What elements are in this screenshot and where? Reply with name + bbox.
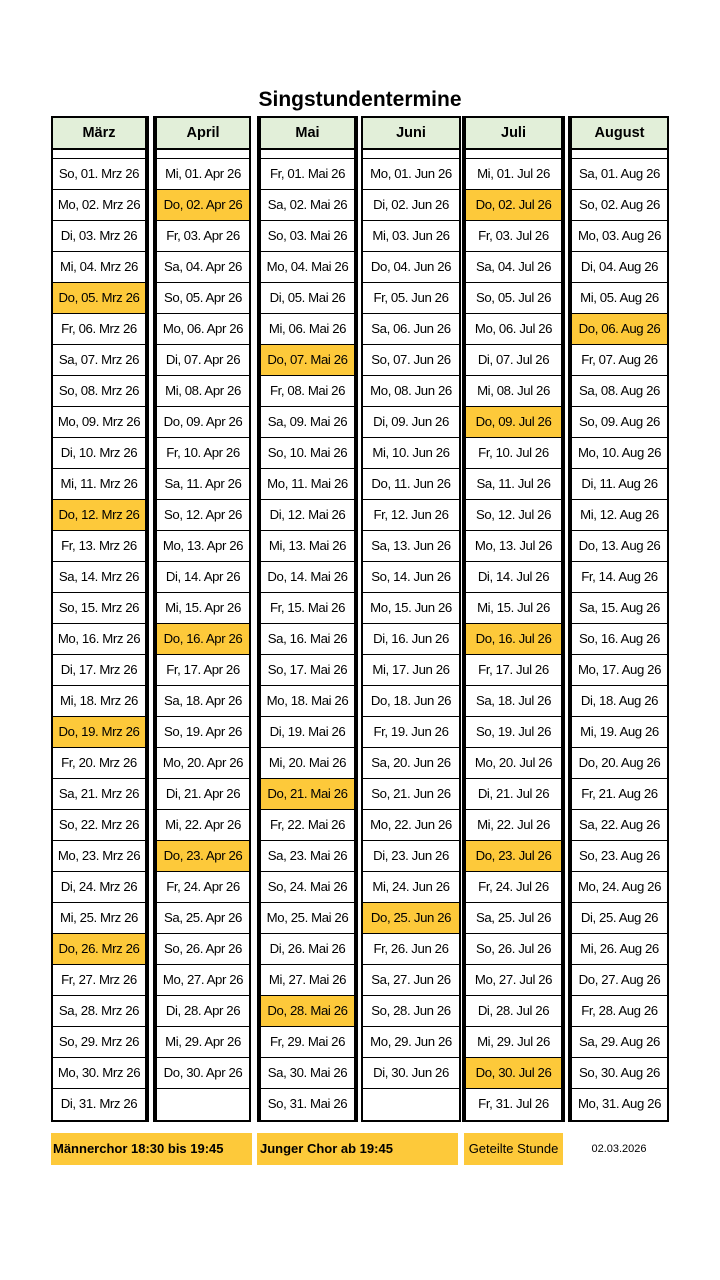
header-spacer bbox=[466, 150, 561, 159]
day-cell: Sa, 22. Aug 26 bbox=[572, 810, 667, 841]
day-cell: Di, 14. Apr 26 bbox=[157, 562, 249, 593]
month-header: Juni bbox=[363, 118, 459, 150]
day-cell: So, 26. Jul 26 bbox=[466, 934, 561, 965]
day-cell: Fr, 12. Jun 26 bbox=[363, 500, 459, 531]
day-cell: Mi, 10. Jun 26 bbox=[363, 438, 459, 469]
day-cell: Mi, 29. Apr 26 bbox=[157, 1027, 249, 1058]
month-column-mai bbox=[257, 116, 358, 1122]
day-cell: Sa, 13. Jun 26 bbox=[363, 531, 459, 562]
month-header: März bbox=[53, 118, 145, 150]
day-cell bbox=[363, 1089, 459, 1120]
day-cell: Fr, 26. Jun 26 bbox=[363, 934, 459, 965]
day-cell: Di, 26. Mai 26 bbox=[261, 934, 354, 965]
day-cell: Fr, 15. Mai 26 bbox=[261, 593, 354, 624]
day-cell: Mi, 04. Mrz 26 bbox=[53, 252, 145, 283]
legend-geteilte-stunde: Geteilte Stunde bbox=[464, 1133, 563, 1165]
day-cell: Fr, 03. Jul 26 bbox=[466, 221, 561, 252]
day-cell: Sa, 23. Mai 26 bbox=[261, 841, 354, 872]
day-cell: Fr, 10. Jul 26 bbox=[466, 438, 561, 469]
day-cell: Mo, 25. Mai 26 bbox=[261, 903, 354, 934]
day-cell: Di, 03. Mrz 26 bbox=[53, 221, 145, 252]
day-cell: Mo, 13. Apr 26 bbox=[157, 531, 249, 562]
month-header: April bbox=[157, 118, 249, 150]
day-cell: Do, 14. Mai 26 bbox=[261, 562, 354, 593]
legend-maennerchor: Männerchor 18:30 bis 19:45 bbox=[51, 1133, 252, 1165]
day-cell: Mi, 15. Jul 26 bbox=[466, 593, 561, 624]
day-cell: Sa, 08. Aug 26 bbox=[572, 376, 667, 407]
day-cell: Sa, 25. Jul 26 bbox=[466, 903, 561, 934]
day-cell: Fr, 21. Aug 26 bbox=[572, 779, 667, 810]
day-cell: Mi, 19. Aug 26 bbox=[572, 717, 667, 748]
day-cell: Mo, 18. Mai 26 bbox=[261, 686, 354, 717]
day-cell: Mo, 30. Mrz 26 bbox=[53, 1058, 145, 1089]
day-cell: Di, 30. Jun 26 bbox=[363, 1058, 459, 1089]
day-list bbox=[363, 159, 459, 1120]
day-cell: Di, 10. Mrz 26 bbox=[53, 438, 145, 469]
day-cell: Fr, 07. Aug 26 bbox=[572, 345, 667, 376]
day-cell: Di, 14. Jul 26 bbox=[466, 562, 561, 593]
day-cell: Fr, 03. Apr 26 bbox=[157, 221, 249, 252]
day-cell: Do, 11. Jun 26 bbox=[363, 469, 459, 500]
day-cell: Fr, 10. Apr 26 bbox=[157, 438, 249, 469]
day-cell: So, 12. Apr 26 bbox=[157, 500, 249, 531]
day-cell: Fr, 17. Jul 26 bbox=[466, 655, 561, 686]
day-cell: Mo, 29. Jun 26 bbox=[363, 1027, 459, 1058]
day-cell: So, 30. Aug 26 bbox=[572, 1058, 667, 1089]
day-list bbox=[261, 159, 354, 1120]
day-cell: Fr, 05. Jun 26 bbox=[363, 283, 459, 314]
day-cell: Mo, 27. Apr 26 bbox=[157, 965, 249, 996]
day-cell: Mo, 15. Jun 26 bbox=[363, 593, 459, 624]
day-cell: Di, 28. Jul 26 bbox=[466, 996, 561, 1027]
day-cell: Di, 17. Mrz 26 bbox=[53, 655, 145, 686]
day-cell: So, 31. Mai 26 bbox=[267, 1096, 348, 1111]
day-cell: Sa, 06. Jun 26 bbox=[363, 314, 459, 345]
day-cell: So, 21. Jun 26 bbox=[363, 779, 459, 810]
day-cell: Mi, 12. Aug 26 bbox=[572, 500, 667, 531]
day-cell: Mi, 24. Jun 26 bbox=[363, 872, 459, 903]
header-spacer bbox=[261, 150, 354, 159]
day-cell: Mi, 15. Apr 26 bbox=[157, 593, 249, 624]
day-cell: Sa, 18. Jul 26 bbox=[466, 686, 561, 717]
day-cell: Mo, 11. Mai 26 bbox=[261, 469, 354, 500]
day-cell: Sa, 28. Mrz 26 bbox=[53, 996, 145, 1027]
day-cell: So, 02. Aug 26 bbox=[572, 190, 667, 221]
day-cell: Do, 30. Jul 26 bbox=[466, 1058, 561, 1089]
day-list bbox=[157, 159, 249, 1120]
day-cell: Di, 23. Jun 26 bbox=[363, 841, 459, 872]
day-cell: Fr, 17. Apr 26 bbox=[157, 655, 249, 686]
day-cell: Sa, 21. Mrz 26 bbox=[53, 779, 145, 810]
day-cell: Sa, 27. Jun 26 bbox=[363, 965, 459, 996]
day-list bbox=[466, 159, 561, 1120]
day-cell: Fr, 29. Mai 26 bbox=[261, 1027, 354, 1058]
day-cell: Fr, 24. Apr 26 bbox=[157, 872, 249, 903]
day-cell: Do, 28. Mai 26 bbox=[261, 996, 354, 1027]
day-cell: Mo, 20. Jul 26 bbox=[466, 748, 561, 779]
day-cell: Sa, 29. Aug 26 bbox=[572, 1027, 667, 1058]
day-cell: So, 28. Jun 26 bbox=[363, 996, 459, 1027]
day-cell: Mi, 18. Mrz 26 bbox=[53, 686, 145, 717]
day-cell: So, 05. Jul 26 bbox=[466, 283, 561, 314]
day-cell: Do, 05. Mrz 26 bbox=[53, 283, 145, 314]
day-cell: Di, 05. Mai 26 bbox=[261, 283, 354, 314]
day-cell: Fr, 08. Mai 26 bbox=[261, 376, 354, 407]
day-cell: Mo, 20. Apr 26 bbox=[157, 748, 249, 779]
day-cell: Mo, 04. Mai 26 bbox=[261, 252, 354, 283]
day-cell: So, 07. Jun 26 bbox=[363, 345, 459, 376]
day-cell: Mo, 17. Aug 26 bbox=[572, 655, 667, 686]
day-cell: So, 19. Apr 26 bbox=[157, 717, 249, 748]
day-cell: Di, 11. Aug 26 bbox=[572, 469, 667, 500]
day-cell: Fr, 28. Aug 26 bbox=[572, 996, 667, 1027]
day-cell: So, 26. Apr 26 bbox=[157, 934, 249, 965]
day-list bbox=[572, 159, 667, 1120]
day-cell: Sa, 20. Jun 26 bbox=[363, 748, 459, 779]
day-cell: Fr, 13. Mrz 26 bbox=[53, 531, 145, 562]
day-cell: So, 01. Mrz 26 bbox=[53, 159, 145, 190]
day-cell: Sa, 15. Aug 26 bbox=[572, 593, 667, 624]
month-column-april bbox=[153, 116, 251, 1122]
day-cell: Do, 09. Apr 26 bbox=[157, 407, 249, 438]
month-column-juni bbox=[361, 116, 461, 1122]
day-cell: Mo, 01. Jun 26 bbox=[363, 159, 459, 190]
day-cell: Sa, 25. Apr 26 bbox=[157, 903, 249, 934]
day-cell: Do, 16. Apr 26 bbox=[157, 624, 249, 655]
day-cell: Di, 07. Jul 26 bbox=[466, 345, 561, 376]
day-cell: Do, 16. Jul 26 bbox=[466, 624, 561, 655]
month-column-august bbox=[568, 116, 669, 1122]
day-cell: So, 08. Mrz 26 bbox=[53, 376, 145, 407]
day-cell: Sa, 04. Jul 26 bbox=[466, 252, 561, 283]
day-cell: Fr, 01. Mai 26 bbox=[261, 159, 354, 190]
month-header: Mai bbox=[261, 118, 354, 150]
day-cell: Di, 02. Jun 26 bbox=[363, 190, 459, 221]
day-cell: Do, 04. Jun 26 bbox=[363, 252, 459, 283]
day-cell: Mi, 29. Jul 26 bbox=[466, 1027, 561, 1058]
day-cell: Fr, 20. Mrz 26 bbox=[53, 748, 145, 779]
day-cell: Di, 12. Mai 26 bbox=[261, 500, 354, 531]
day-cell: Do, 30. Apr 26 bbox=[157, 1058, 249, 1089]
day-cell: Do, 18. Jun 26 bbox=[363, 686, 459, 717]
day-cell: Di, 07. Apr 26 bbox=[157, 345, 249, 376]
day-cell: So, 12. Jul 26 bbox=[466, 500, 561, 531]
day-cell: Mi, 06. Mai 26 bbox=[261, 314, 354, 345]
day-cell: Fr, 22. Mai 26 bbox=[261, 810, 354, 841]
day-cell: Fr, 24. Jul 26 bbox=[466, 872, 561, 903]
header-spacer bbox=[572, 150, 667, 159]
day-cell: Sa, 30. Mai 26 bbox=[261, 1058, 354, 1089]
day-cell: Sa, 11. Apr 26 bbox=[157, 469, 249, 500]
day-cell: Di, 21. Apr 26 bbox=[157, 779, 249, 810]
day-cell: So, 22. Mrz 26 bbox=[53, 810, 145, 841]
day-cell: Do, 26. Mrz 26 bbox=[53, 934, 145, 965]
day-cell: Sa, 07. Mrz 26 bbox=[53, 345, 145, 376]
month-header: August bbox=[572, 118, 667, 150]
day-cell: Do, 13. Aug 26 bbox=[572, 531, 667, 562]
day-cell: Sa, 14. Mrz 26 bbox=[53, 562, 145, 593]
day-cell bbox=[157, 1089, 249, 1120]
day-cell: So, 05. Apr 26 bbox=[157, 283, 249, 314]
day-cell: Mi, 22. Jul 26 bbox=[466, 810, 561, 841]
day-cell: So, 09. Aug 26 bbox=[572, 407, 667, 438]
day-cell: So, 14. Jun 26 bbox=[363, 562, 459, 593]
day-cell: So, 03. Mai 26 bbox=[261, 221, 354, 252]
day-cell: Do, 02. Jul 26 bbox=[466, 190, 561, 221]
day-cell: Do, 09. Jul 26 bbox=[466, 407, 561, 438]
day-cell: Sa, 16. Mai 26 bbox=[261, 624, 354, 655]
day-cell: Fr, 06. Mrz 26 bbox=[53, 314, 145, 345]
day-cell: Mo, 02. Mrz 26 bbox=[53, 190, 145, 221]
day-cell: Di, 18. Aug 26 bbox=[572, 686, 667, 717]
day-cell: Di, 25. Aug 26 bbox=[572, 903, 667, 934]
day-cell: So, 15. Mrz 26 bbox=[53, 593, 145, 624]
day-cell: Mo, 22. Jun 26 bbox=[363, 810, 459, 841]
day-cell: Di, 31. Mrz 26 bbox=[60, 1096, 138, 1111]
month-header: Juli bbox=[466, 118, 561, 150]
day-cell: Mo, 08. Jun 26 bbox=[363, 376, 459, 407]
day-cell: Do, 27. Aug 26 bbox=[572, 965, 667, 996]
day-cell: Di, 16. Jun 26 bbox=[363, 624, 459, 655]
day-cell: Mi, 26. Aug 26 bbox=[572, 934, 667, 965]
day-cell: Di, 19. Mai 26 bbox=[261, 717, 354, 748]
header-spacer bbox=[363, 150, 459, 159]
day-cell: Fr, 14. Aug 26 bbox=[572, 562, 667, 593]
day-cell: So, 16. Aug 26 bbox=[572, 624, 667, 655]
day-cell: Do, 21. Mai 26 bbox=[261, 779, 354, 810]
header-spacer bbox=[53, 150, 145, 159]
day-cell: Mi, 01. Apr 26 bbox=[157, 159, 249, 190]
day-cell: Mo, 13. Jul 26 bbox=[466, 531, 561, 562]
day-cell: Mo, 27. Jul 26 bbox=[466, 965, 561, 996]
day-cell: Mo, 31. Aug 26 bbox=[577, 1096, 662, 1111]
day-cell: Do, 02. Apr 26 bbox=[157, 190, 249, 221]
day-cell: So, 29. Mrz 26 bbox=[53, 1027, 145, 1058]
day-cell: Mo, 06. Apr 26 bbox=[157, 314, 249, 345]
day-cell: Sa, 11. Jul 26 bbox=[466, 469, 561, 500]
day-cell: Mo, 09. Mrz 26 bbox=[53, 407, 145, 438]
day-cell: Fr, 19. Jun 26 bbox=[363, 717, 459, 748]
day-cell: Fr, 27. Mrz 26 bbox=[53, 965, 145, 996]
day-cell: So, 17. Mai 26 bbox=[261, 655, 354, 686]
day-cell: Mi, 03. Jun 26 bbox=[363, 221, 459, 252]
day-cell: Mi, 25. Mrz 26 bbox=[53, 903, 145, 934]
day-cell: Sa, 01. Aug 26 bbox=[572, 159, 667, 190]
month-column-juli bbox=[462, 116, 565, 1122]
day-cell: Do, 23. Apr 26 bbox=[157, 841, 249, 872]
day-cell: Do, 23. Jul 26 bbox=[466, 841, 561, 872]
day-cell: Sa, 04. Apr 26 bbox=[157, 252, 249, 283]
page-title: Singstundentermine bbox=[258, 88, 462, 111]
day-cell: Mi, 11. Mrz 26 bbox=[53, 469, 145, 500]
day-cell: Di, 04. Aug 26 bbox=[572, 252, 667, 283]
day-cell: Mi, 08. Apr 26 bbox=[157, 376, 249, 407]
day-cell: Mi, 05. Aug 26 bbox=[572, 283, 667, 314]
day-cell: Mi, 13. Mai 26 bbox=[261, 531, 354, 562]
day-cell: Mi, 20. Mai 26 bbox=[261, 748, 354, 779]
day-cell: Fr, 31. Jul 26 bbox=[478, 1096, 549, 1111]
day-cell: Mi, 27. Mai 26 bbox=[261, 965, 354, 996]
day-cell: Mo, 16. Mrz 26 bbox=[53, 624, 145, 655]
day-cell: So, 19. Jul 26 bbox=[466, 717, 561, 748]
day-cell: Mo, 23. Mrz 26 bbox=[53, 841, 145, 872]
day-cell: Mo, 06. Jul 26 bbox=[466, 314, 561, 345]
day-cell: Sa, 09. Mai 26 bbox=[261, 407, 354, 438]
day-cell: Do, 25. Jun 26 bbox=[363, 903, 459, 934]
day-list bbox=[53, 159, 145, 1120]
day-cell: So, 24. Mai 26 bbox=[261, 872, 354, 903]
day-cell: Mi, 08. Jul 26 bbox=[466, 376, 561, 407]
day-cell: Mo, 03. Aug 26 bbox=[572, 221, 667, 252]
day-cell: Do, 12. Mrz 26 bbox=[53, 500, 145, 531]
day-cell: Do, 07. Mai 26 bbox=[261, 345, 354, 376]
header-spacer bbox=[157, 150, 249, 159]
day-cell: So, 10. Mai 26 bbox=[261, 438, 354, 469]
day-cell: Di, 21. Jul 26 bbox=[466, 779, 561, 810]
day-cell: Do, 06. Aug 26 bbox=[572, 314, 667, 345]
legend-junger-chor: Junger Chor ab 19:45 bbox=[257, 1133, 458, 1165]
day-cell: So, 23. Aug 26 bbox=[572, 841, 667, 872]
day-cell: Mi, 22. Apr 26 bbox=[157, 810, 249, 841]
day-cell: Di, 09. Jun 26 bbox=[363, 407, 459, 438]
day-cell: Mi, 17. Jun 26 bbox=[363, 655, 459, 686]
day-cell: Sa, 02. Mai 26 bbox=[261, 190, 354, 221]
day-cell: Do, 20. Aug 26 bbox=[572, 748, 667, 779]
day-cell: Sa, 18. Apr 26 bbox=[157, 686, 249, 717]
date-stamp: 02.03.2026 bbox=[591, 1143, 647, 1155]
day-cell: Mi, 01. Jul 26 bbox=[466, 159, 561, 190]
day-cell: Di, 24. Mrz 26 bbox=[53, 872, 145, 903]
day-cell: Do, 19. Mrz 26 bbox=[53, 717, 145, 748]
month-column-maerz bbox=[51, 116, 149, 1122]
day-cell: Di, 28. Apr 26 bbox=[157, 996, 249, 1027]
day-cell: Mo, 10. Aug 26 bbox=[572, 438, 667, 469]
day-cell: Mo, 24. Aug 26 bbox=[572, 872, 667, 903]
